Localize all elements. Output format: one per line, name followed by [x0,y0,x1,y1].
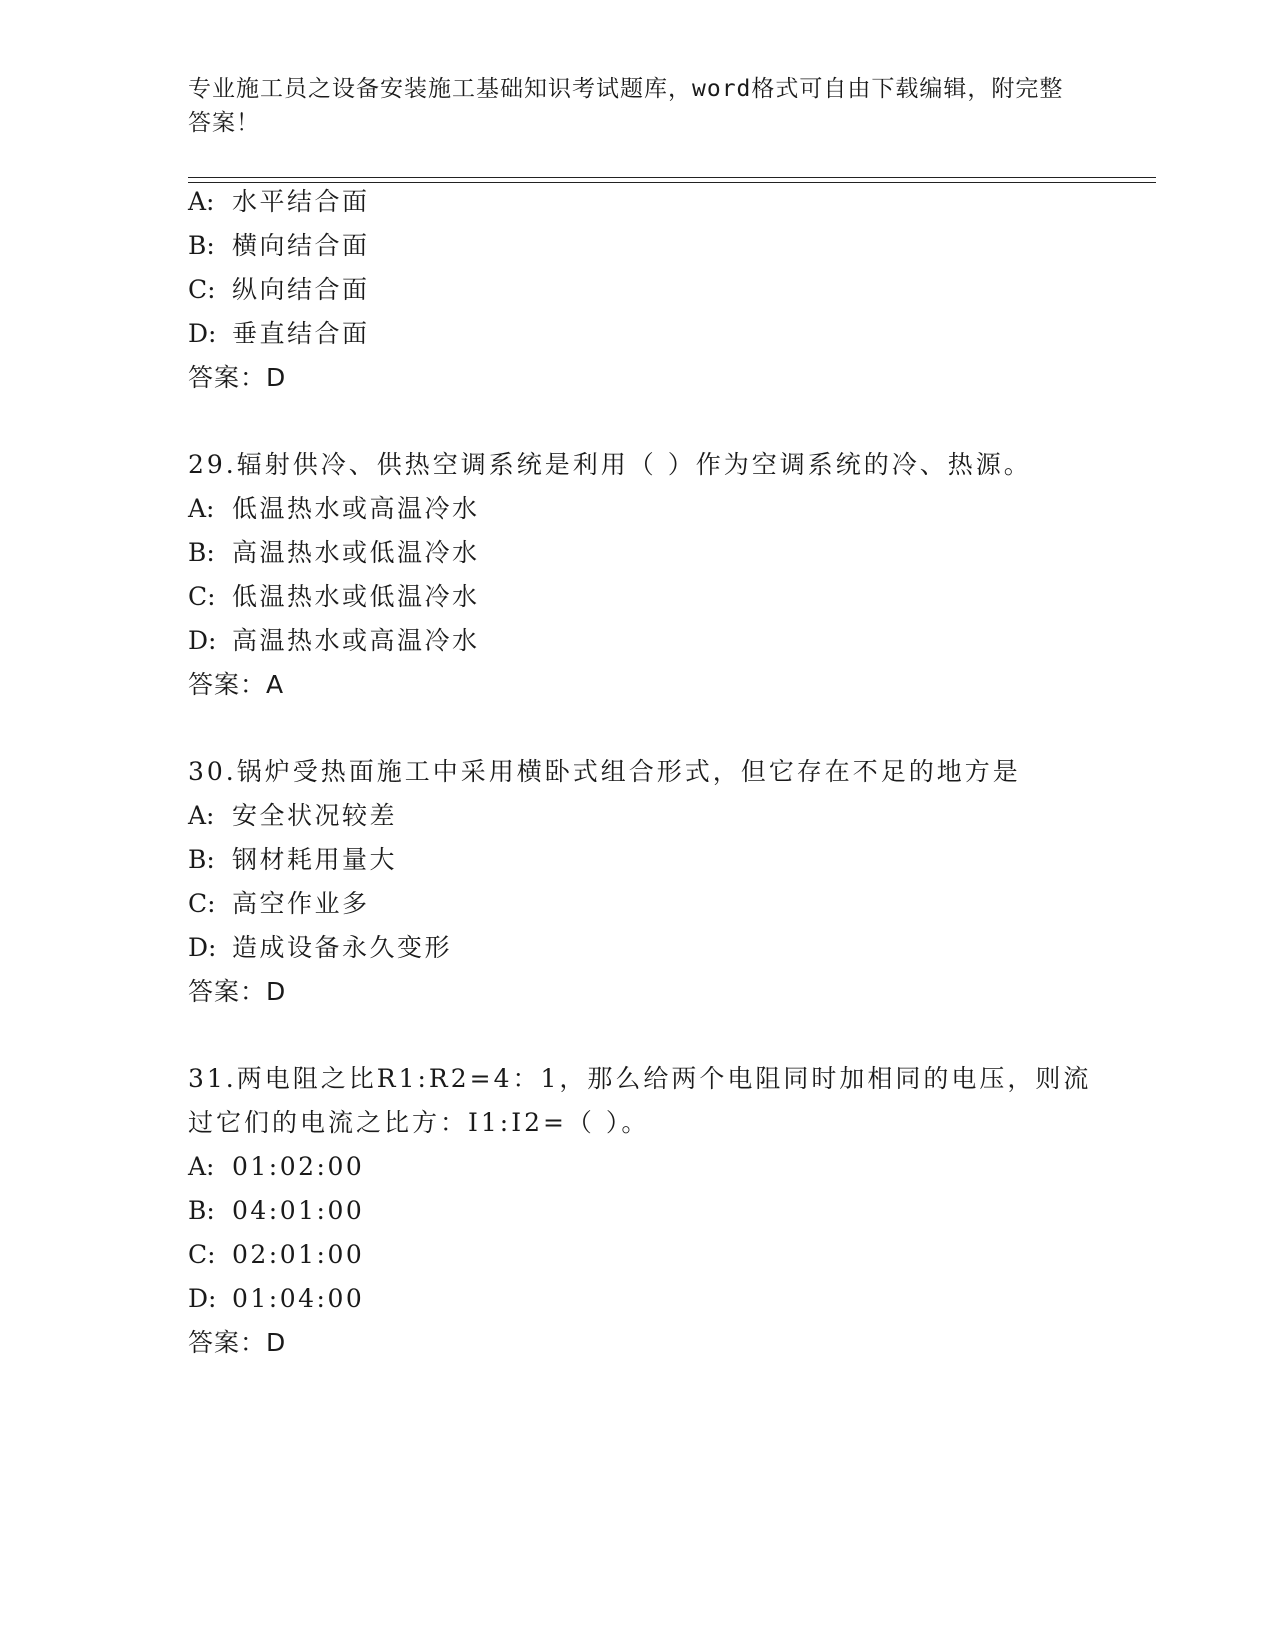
question-30: 30.锅炉受热面施工中采用横卧式组合形式，但它存在不足的地方是 [188,757,1021,786]
option-a: A: 水平结合面 [188,187,370,216]
option-b: B: 横向结合面 [188,231,370,260]
option-a: A: 低温热水或高温冷水 [188,494,480,523]
option-b: B: 高温热水或低温冷水 [188,538,480,567]
question-31-line-1: 31.两电阻之比R1:R2=4：1，那么给两个电阻同时加相同的电压，则流 [188,1064,1092,1093]
document-header: 专业施工员之设备安装施工基础知识考试题库，word格式可自由下载编辑，附完整答案！ [188,76,1064,136]
option-c: C: 高空作业多 [188,889,370,918]
header-divider-top [188,177,1156,178]
option-c: C: 低温热水或低温冷水 [188,582,480,611]
option-c: C: 纵向结合面 [188,275,370,304]
answer: 答案：D [188,363,287,392]
option-b: B: 04:01:00 [188,1196,365,1225]
option-a: A: 01:02:00 [188,1152,365,1181]
option-b: B: 钢材耗用量大 [188,845,398,874]
answer: 答案：D [188,1328,287,1357]
option-a: A: 安全状况较差 [188,801,398,830]
header-divider-bottom [188,182,1156,183]
answer: 答案：A [188,670,285,699]
option-c: C: 02:01:00 [188,1240,365,1269]
option-d: D: 造成设备永久变形 [188,933,453,962]
option-d: D: 高温热水或高温冷水 [188,626,480,655]
question-29: 29.辐射供冷、供热空调系统是利用（ ）作为空调系统的冷、热源。 [188,450,1032,479]
answer: 答案：D [188,977,287,1006]
question-31-line-2: 过它们的电流之比方：I1:I2=（ ）。 [188,1108,650,1137]
option-d: D: 垂直结合面 [188,319,370,348]
option-d: D: 01:04:00 [188,1284,365,1313]
